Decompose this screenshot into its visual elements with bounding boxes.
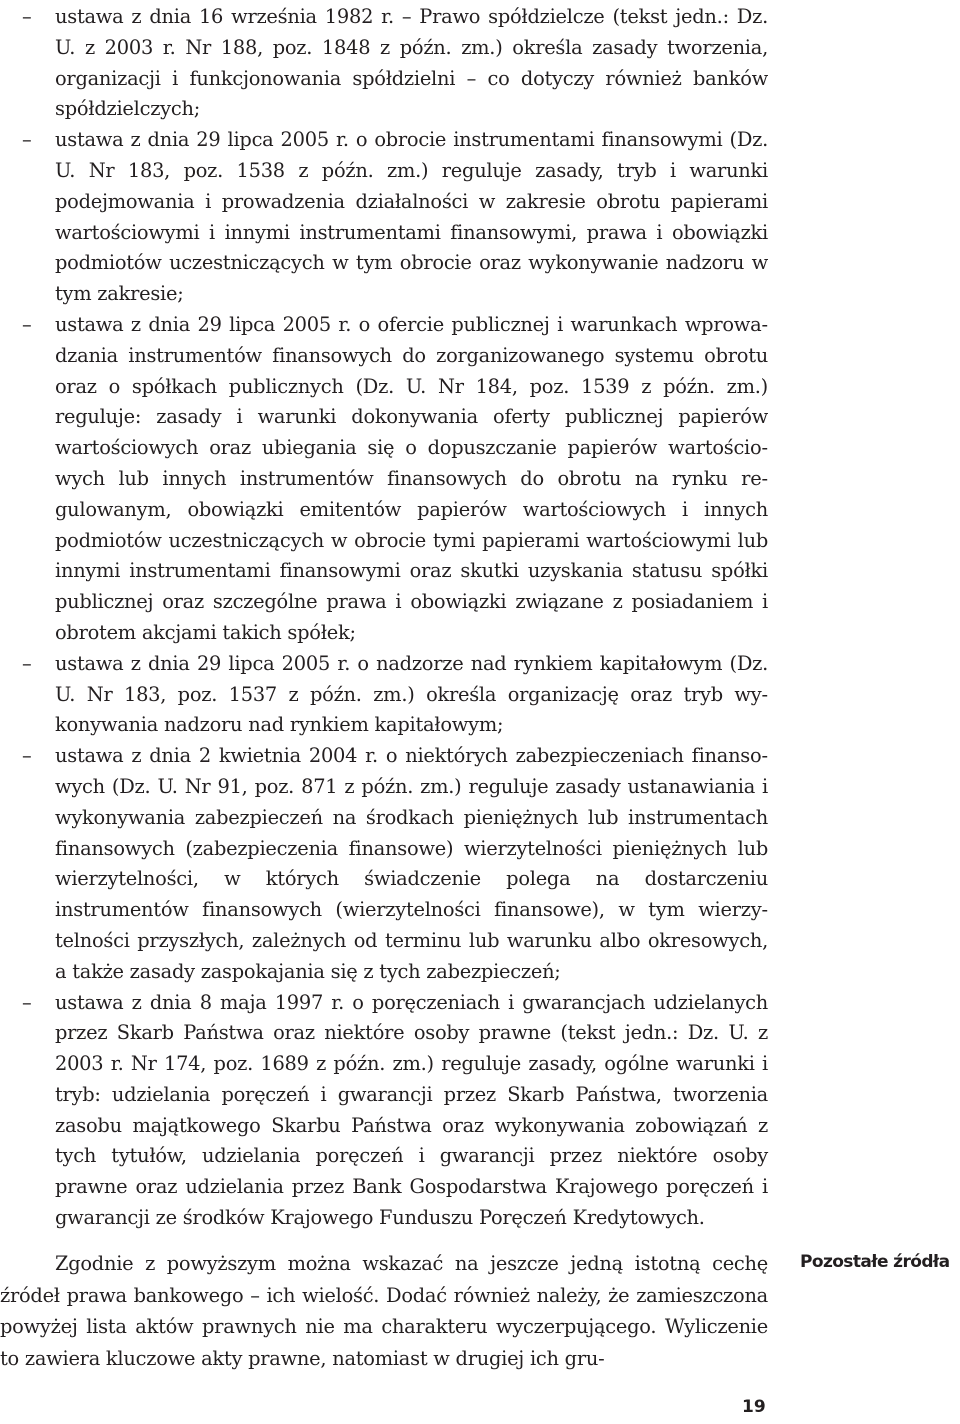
list-dash: – <box>22 990 32 1014</box>
list-item <box>0 649 768 741</box>
body-paragraph: Zgodnie z powyższym można wskazać na jeszcze jedną istotną cechę źródeł prawa bankowego – ich wielość. Dodać również należy, że zamieszczona powyżej lista aktów prawnych nie ma charakteru wyczerpującego. Wyliczenie to zawiera kluczowe akty prawne, natomiast w drugiej ich gru- <box>0 1252 768 1370</box>
list-item-text: ustawa z dnia 8 maja 1997 r. o poręczeniach i gwarancjach udzielanych przez Skarb Państwa oraz niektóre osoby prawne (tekst jedn.: Dz. U. z 2003 r. Nr 174, poz. 1689 z późn. zm.) reguluje zasady, ogólne warunki i tryb: udzielania poręczeń i gwarancji przez Skarb Państwa, tworzenia zasobu majątkowego Skarbu Państwa oraz wykonywania zobowiązań z tych tytułów, udzielania poręczeń i gwarancji przez niektóre osoby prawne oraz udzielania przez Bank Gospodarstwa Krajowego poręczeń i gwarancji ze środków Krajowego Funduszu Poręczeń Kredytowych. <box>55 990 768 1230</box>
list-item <box>0 310 768 649</box>
page-number: 19 <box>742 1397 766 1417</box>
list-dash: – <box>22 128 32 152</box>
list-dash: – <box>22 744 32 768</box>
list-dash: – <box>22 312 32 336</box>
list-dash: – <box>22 5 32 28</box>
list-item <box>0 2 768 125</box>
list-item-text: ustawa z dnia 2 kwietnia 2004 r. o niektórych zabezpieczeniach finansowych (Dz. U. Nr 91, poz. 871 z późn. zm.) reguluje zasady ustanawiania i wykonywania zabezpieczeń na środkach pieniężnych lub instrumentach finansowych (zabezpieczenia finansowe) wierzytelności pieniężnych lub wierzytelności, w których świadczenie polega na dostarczeniu instrumentów finansowych (wierzytelności finansowe), w tym wierzytelności przyszłych, zależnych od terminu lub warunku albo okresowych, a także zasady zaspokajania się z tych zabezpieczeń; <box>55 744 768 983</box>
list-item-text: ustawa z dnia 29 lipca 2005 r. o nadzorze nad rynkiem kapitałowym (Dz. U. Nr 183, poz. 1537 z późn. zm.) określa organizację oraz tryb wykonywania nadzoru nad rynkiem kapitałowym; <box>55 651 768 737</box>
list-item-text: ustawa z dnia 16 września 1982 r. – Prawo spółdzielcze (tekst jedn.: Dz. U. z 2003 r. Nr 188, poz. 1848 z późn. zm.) określa zasady tworzenia, organizacji i funkcjonowania spółdzielni – co dotyczy również banków spółdzielczych; <box>55 5 768 121</box>
margin-heading: Pozostałe źródła <box>800 1252 950 1272</box>
list-dash: – <box>22 651 32 675</box>
list-item <box>0 988 768 1234</box>
list-item <box>0 125 768 310</box>
list-item-text: ustawa z dnia 29 lipca 2005 r. o obrocie instrumentami finansowymi (Dz. U. Nr 183, poz. 1538 z późn. zm.) reguluje zasady, tryb i warunki podejmowania i prowadzenia działalności w zakresie obrotu papierami wartościowymi i innymi instrumentami finansowymi, prawa i obowiązki podmiotów uczestniczących w tym obrocie oraz wykonywanie nadzoru w tym zakresie; <box>55 128 768 306</box>
legal-acts-list <box>0 2 768 1234</box>
list-item-text: ustawa z dnia 29 lipca 2005 r. o ofercie publicznej i warunkach wprowadzania instrumentów finansowych do zorganizowanego systemu obrotu oraz o spółkach publicznych (Dz. U. Nr 184, poz. 1539 z późn. zm.) reguluje: zasady i warunki dokonywania oferty publicznej papierów wartościowych oraz ubiegania się o dopuszczanie papierów wartościowych lub innych instrumentów finansowych do obrotu na rynku regulowanym, obowiązki emitentów papierów wartościowych i innych podmiotów uczestniczących w obrocie tymi papierami wartościowymi lub innymi instrumentami finansowymi oraz skutki uzyskania statusu spółki publicznej oraz szczególne prawa i obowiązki związane z posiadaniem i obrotem akcjami takich spółek; <box>55 312 768 644</box>
list-item <box>0 741 768 987</box>
